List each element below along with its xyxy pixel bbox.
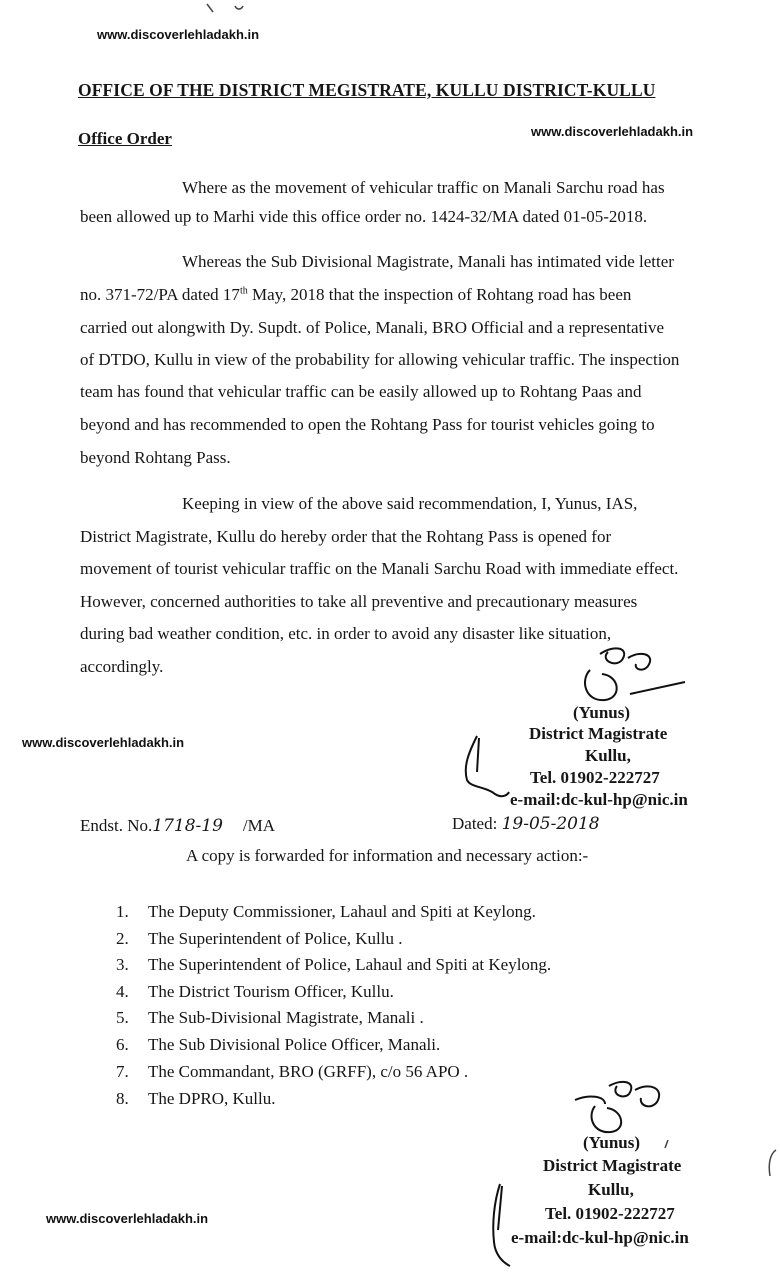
watermark-middle-left: www.discoverlehladakh.in — [22, 735, 185, 750]
list-item: 5. The Sub-Divisional Magistrate, Manali . — [116, 1008, 424, 1027]
para3-line3: movement of tourist vehicular traffic on the Manali Sarchu Road with immediate effect. — [80, 559, 679, 578]
para2-line5: team has found that vehicular traffic can be easily allowed up to Rohtang Paas and — [80, 382, 642, 401]
sig2-name: (Yunus) — [583, 1133, 641, 1152]
copy-forward-line: A copy is forwarded for information and necessary action:- — [186, 846, 589, 865]
watermark-bottom-left: www.discoverlehladakh.in — [46, 1211, 209, 1226]
list-item: 7. The Commandant, BRO (GRFF), c/o 56 APO . — [116, 1062, 469, 1081]
watermark-top-right: www.discoverlehladakh.in — [531, 124, 694, 139]
para2-line6: beyond and has recommended to open the Rohtang Pass for tourist vehicles going to — [80, 415, 655, 434]
sig2-place: Kullu, — [588, 1180, 634, 1199]
sig1-place: Kullu, — [585, 746, 631, 765]
watermark-top-left: www.discoverlehladakh.in — [97, 27, 260, 42]
para3-line6: accordingly. — [80, 657, 164, 676]
sig2-designation: District Magistrate — [543, 1156, 682, 1175]
para3-line1: Keeping in view of the above said recommendation, I, Yunus, IAS, — [182, 494, 638, 513]
para3-line2: District Magistrate, Kullu do hereby order that the Rohtang Pass is opened for — [80, 527, 612, 546]
scan-mark-right — [766, 1148, 778, 1178]
list-item: 8. The DPRO, Kullu. — [116, 1089, 276, 1108]
para3-line5: during bad weather condition, etc. in order to avoid any disaster like situation, — [80, 624, 612, 643]
initial-mark-1 — [455, 732, 515, 802]
sig2-email: e-mail:dc-kul-hp@nic.in — [511, 1228, 689, 1247]
endorsement-dated: Dated: 19-05-2018 — [452, 814, 600, 834]
list-item: 2. The Superintendent of Police, Kullu . — [116, 929, 403, 948]
para2-line4: of DTDO, Kullu in view of the probability for allowing vehicular traffic. The inspection — [80, 350, 680, 369]
list-item: 1. The Deputy Commissioner, Lahaul and Spiti at Keylong. — [116, 902, 536, 921]
para3-line4: However, concerned authorities to take all preventive and precautionary measures — [80, 592, 638, 611]
para1-line2: been allowed up to Marhi vide this office order no. 1424-32/MA dated 01-05-2018. — [80, 207, 648, 226]
para2-line2: no. 371-72/PA dated 17th May, 2018 that the inspection of Rohtang road has been — [80, 285, 632, 304]
scan-mark-comma — [662, 1138, 670, 1150]
scan-mark-top — [205, 2, 245, 16]
endorsement-number-line: Endst. No.1718-19 /MA — [80, 816, 276, 836]
sig1-designation: District Magistrate — [529, 724, 668, 743]
list-item: 6. The Sub Divisional Police Officer, Manali. — [116, 1035, 441, 1054]
para2-line1: Whereas the Sub Divisional Magistrate, Manali has intimated vide letter — [182, 252, 674, 271]
office-title: OFFICE OF THE DISTRICT MEGISTRATE, KULLU DISTRICT-KULLU — [78, 80, 656, 100]
sig1-tel: Tel. 01902-222727 — [530, 768, 660, 787]
office-order-heading: Office Order — [78, 129, 172, 148]
para2-line7: beyond Rohtang Pass. — [80, 448, 231, 467]
sig1-name: (Yunus) — [573, 703, 631, 722]
para2-line3: carried out alongwith Dy. Supdt. of Police, Manali, BRO Official and a representative — [80, 318, 664, 337]
sig1-email: e-mail:dc-kul-hp@nic.in — [510, 790, 688, 809]
list-item: 4. The District Tourism Officer, Kullu. — [116, 982, 394, 1001]
signature-2 — [565, 1076, 675, 1140]
initial-mark-2 — [480, 1180, 520, 1270]
para1-line1: Where as the movement of vehicular traffic on Manali Sarchu road has — [182, 178, 665, 197]
list-item: 3. The Superintendent of Police, Lahaul and Spiti at Keylong. — [116, 955, 552, 974]
sig2-tel: Tel. 01902-222727 — [545, 1204, 675, 1223]
